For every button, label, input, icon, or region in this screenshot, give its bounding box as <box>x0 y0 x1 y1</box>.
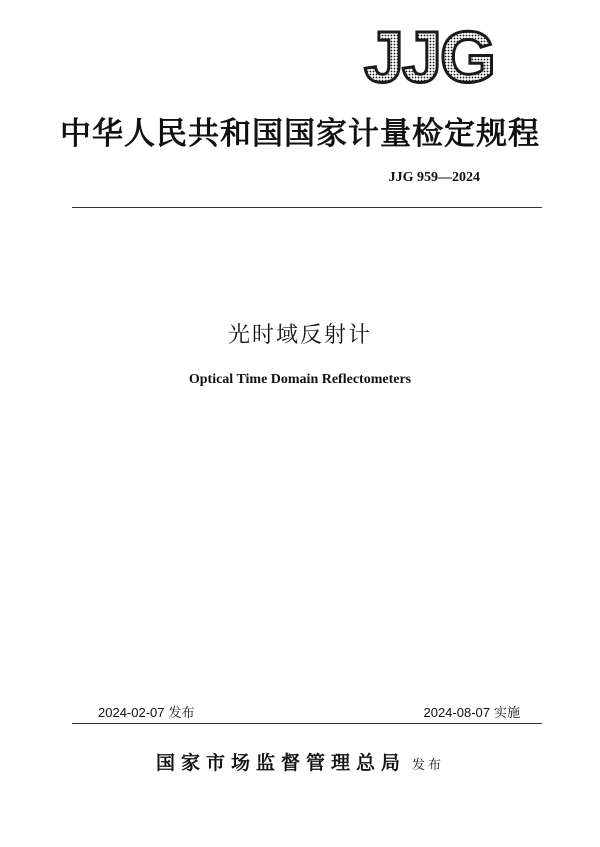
bottom-divider <box>72 723 542 724</box>
issued-date-line <box>98 702 195 721</box>
standard-code: JJG 959—2024 <box>388 170 480 185</box>
document-title-cn: 光时域反射计 <box>227 323 372 348</box>
jjg-logo <box>348 22 510 90</box>
issuer-line <box>0 748 600 775</box>
issuer-org: 国家市场监督管理总局 <box>155 752 406 774</box>
issued-date: 2024-02-07 <box>98 705 165 720</box>
issuer-label: 发布 <box>412 758 445 773</box>
jjg-logo-mark <box>348 22 510 90</box>
document-title-en: Optical Time Domain Reflectometers <box>188 372 412 387</box>
jjg-logo-text: JJG <box>363 22 495 90</box>
effective-label: 实施 <box>493 706 520 721</box>
standard-series-title: 中华人民共和国国家计量检定规程 <box>60 116 540 152</box>
top-divider <box>72 207 542 208</box>
effective-date-line <box>423 702 520 721</box>
issued-label: 发布 <box>168 706 195 721</box>
effective-date: 2024-08-07 <box>423 705 490 720</box>
